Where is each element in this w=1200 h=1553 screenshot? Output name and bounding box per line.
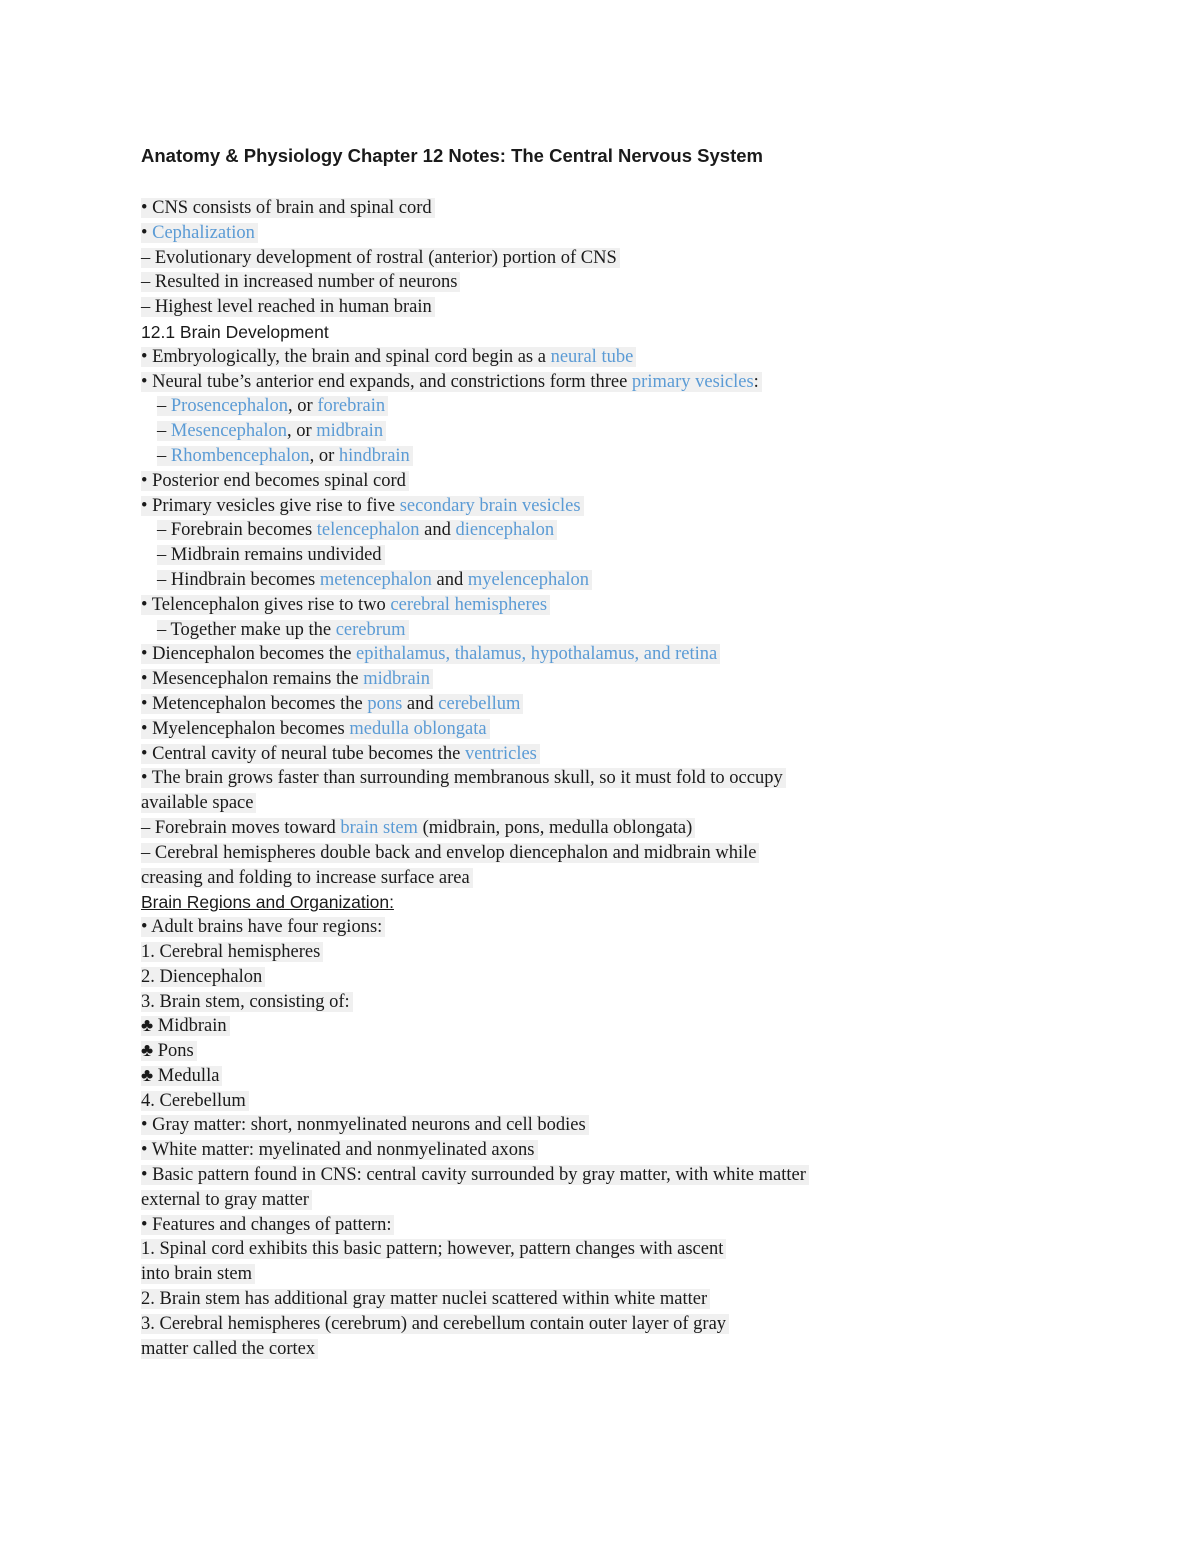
line-text bbox=[141, 223, 258, 243]
note-line bbox=[141, 518, 941, 543]
line-text bbox=[141, 471, 409, 491]
note-line bbox=[141, 1089, 941, 1114]
note-line bbox=[141, 1039, 941, 1064]
text-segment: • Central cavity of neural tube becomes the bbox=[141, 743, 465, 764]
line-text bbox=[141, 1215, 394, 1235]
text-segment: – Cerebral hemispheres double back and envelop diencephalon and midbrain while bbox=[141, 842, 757, 863]
text-segment: • Features and changes of pattern: bbox=[141, 1214, 392, 1235]
key-term: diencephalon bbox=[455, 520, 555, 541]
text-segment: matter called the cortex bbox=[141, 1338, 316, 1359]
note-line bbox=[141, 1262, 941, 1287]
key-term: Cephalization bbox=[152, 222, 255, 243]
text-segment: – Highest level reached in human brain bbox=[141, 297, 432, 318]
line-text bbox=[141, 669, 433, 689]
text-segment: • CNS consists of brain and spinal cord bbox=[141, 198, 432, 218]
note-line bbox=[141, 940, 941, 965]
key-term: epithalamus, thalamus, hypothalamus, and retina bbox=[356, 644, 718, 665]
note-line bbox=[141, 1213, 941, 1238]
text-segment: – bbox=[157, 421, 171, 442]
note-line bbox=[141, 1188, 941, 1213]
note-line bbox=[141, 692, 941, 717]
line-text bbox=[157, 620, 409, 640]
key-term: primary vesicles bbox=[631, 371, 754, 392]
line-text bbox=[141, 248, 620, 268]
text-segment: 1. Spinal cord exhibits this basic pattern; however, pattern changes with ascent bbox=[141, 1239, 724, 1260]
line-text bbox=[141, 198, 435, 218]
note-line bbox=[141, 270, 941, 295]
text-segment: • Adult brains have four regions: bbox=[141, 917, 383, 938]
note-line bbox=[141, 221, 941, 246]
line-text bbox=[141, 297, 435, 317]
note-line bbox=[141, 494, 941, 519]
key-term: midbrain bbox=[316, 421, 384, 442]
line-text bbox=[141, 1115, 589, 1135]
key-term: telencephalon bbox=[316, 520, 420, 541]
text-segment: • Diencephalon becomes the bbox=[141, 644, 357, 665]
line-text bbox=[157, 520, 557, 540]
text-segment: available space bbox=[141, 793, 254, 814]
note-line bbox=[141, 791, 941, 816]
text-segment: 3. Cerebral hemispheres (cerebrum) and cerebellum contain outer layer of gray bbox=[141, 1313, 727, 1334]
text-segment: – Forebrain becomes bbox=[157, 520, 317, 541]
text-segment: 4. Cerebellum bbox=[141, 1090, 246, 1111]
line-text bbox=[141, 496, 584, 516]
key-term: medulla oblongata bbox=[349, 718, 487, 739]
section-heading bbox=[141, 890, 941, 915]
document-title: Anatomy & Physiology Chapter 12 Notes: The Central Nervous System bbox=[141, 145, 763, 166]
line-text bbox=[157, 570, 592, 590]
key-term: neural tube bbox=[550, 346, 634, 367]
note-line bbox=[141, 370, 941, 395]
note-line bbox=[141, 246, 941, 271]
key-term: myelencephalon bbox=[467, 569, 590, 590]
key-term: midbrain bbox=[363, 669, 431, 690]
note-line bbox=[141, 568, 941, 593]
note-line bbox=[141, 667, 941, 692]
spacer bbox=[141, 169, 941, 196]
line-text bbox=[141, 1016, 230, 1036]
notes-body bbox=[141, 196, 941, 1361]
text-segment: into brain stem bbox=[141, 1264, 252, 1285]
note-line bbox=[141, 295, 941, 320]
text-segment: 2. Brain stem has additional gray matter nuclei scattered within white matter bbox=[141, 1289, 708, 1310]
key-term: pons bbox=[367, 693, 403, 714]
note-line bbox=[141, 618, 941, 643]
document-page bbox=[141, 143, 941, 1361]
text-segment: • Primary vesicles give rise to five bbox=[141, 495, 400, 516]
note-line bbox=[141, 816, 941, 841]
line-text bbox=[141, 1190, 312, 1210]
key-term: Prosencephalon bbox=[170, 396, 289, 417]
line-text bbox=[141, 1339, 318, 1359]
text-segment: 3. Brain stem, consisting of: bbox=[141, 991, 350, 1012]
note-line bbox=[141, 1138, 941, 1163]
text-segment: • Basic pattern found in CNS: central cavity surrounded by gray matter, with white matter bbox=[141, 1165, 806, 1186]
text-segment: • Embryologically, the brain and spinal cord begin as a bbox=[141, 346, 551, 367]
line-text bbox=[141, 992, 353, 1012]
line-text bbox=[141, 1066, 222, 1086]
line-text bbox=[141, 868, 473, 888]
text-segment: – Evolutionary development of rostral (anterior) portion of CNS bbox=[141, 247, 617, 268]
note-line bbox=[141, 642, 941, 667]
line-text bbox=[141, 818, 695, 838]
line-text bbox=[141, 719, 490, 739]
text-segment: Brain Regions and Organization: bbox=[141, 892, 394, 913]
note-line bbox=[141, 742, 941, 767]
note-line bbox=[141, 990, 941, 1015]
text-segment: – Forebrain moves toward bbox=[141, 817, 341, 838]
note-line bbox=[141, 1163, 941, 1188]
note-line bbox=[141, 866, 941, 891]
line-text bbox=[141, 768, 786, 788]
note-line bbox=[141, 1237, 941, 1262]
text-segment: ♣ Medulla bbox=[141, 1065, 220, 1086]
text-segment: • Metencephalon becomes the bbox=[141, 693, 368, 714]
text-segment: creasing and folding to increase surface area bbox=[141, 867, 470, 888]
key-term: forebrain bbox=[317, 396, 386, 417]
note-line bbox=[141, 1014, 941, 1039]
text-segment: and bbox=[402, 693, 439, 714]
text-segment: ♣ Midbrain bbox=[141, 1016, 227, 1037]
text-segment: – bbox=[157, 445, 171, 466]
note-line bbox=[141, 1312, 941, 1337]
text-segment: : bbox=[753, 371, 759, 392]
line-text bbox=[141, 1091, 249, 1111]
text-segment: external to gray matter bbox=[141, 1189, 309, 1210]
key-term: ventricles bbox=[464, 743, 537, 764]
text-segment: and bbox=[431, 569, 468, 590]
line-text bbox=[141, 372, 762, 392]
text-segment: 2. Diencephalon bbox=[141, 966, 263, 987]
text-segment: , or bbox=[288, 396, 318, 417]
key-term: cerebral hemispheres bbox=[390, 594, 548, 615]
line-text bbox=[141, 595, 550, 615]
text-segment: – Midbrain remains undivided bbox=[157, 545, 382, 566]
note-line bbox=[141, 593, 941, 618]
text-segment: • Posterior end becomes spinal cord bbox=[141, 470, 406, 491]
line-text bbox=[141, 1140, 538, 1160]
line-text bbox=[141, 1289, 710, 1309]
text-segment: 1. Cerebral hemispheres bbox=[141, 941, 321, 962]
key-term: brain stem bbox=[340, 817, 418, 838]
note-line bbox=[141, 196, 941, 221]
line-text bbox=[141, 892, 397, 912]
note-line bbox=[141, 543, 941, 568]
text-segment: • Gray matter: short, nonmyelinated neurons and cell bodies bbox=[141, 1115, 586, 1136]
note-line bbox=[141, 717, 941, 742]
text-segment: • Telencephalon gives rise to two bbox=[141, 594, 391, 615]
key-term: cerebrum bbox=[335, 619, 406, 640]
line-text bbox=[141, 793, 256, 813]
note-line bbox=[141, 1287, 941, 1312]
key-term: metencephalon bbox=[319, 569, 432, 590]
line-text bbox=[141, 744, 540, 764]
line-text bbox=[141, 694, 523, 714]
line-text bbox=[141, 1041, 197, 1061]
key-term: secondary brain vesicles bbox=[399, 495, 581, 516]
line-text bbox=[157, 446, 413, 466]
text-segment: • White matter: myelinated and nonmyelinated axons bbox=[141, 1140, 535, 1161]
note-line bbox=[141, 1113, 941, 1138]
text-segment: (midbrain, pons, medulla oblongata) bbox=[417, 817, 693, 838]
note-line bbox=[141, 345, 941, 370]
section-heading bbox=[141, 320, 941, 345]
text-segment: and bbox=[419, 520, 456, 541]
text-segment: – Together make up the bbox=[157, 619, 336, 640]
note-line bbox=[141, 915, 941, 940]
line-text bbox=[141, 843, 759, 863]
text-segment: , or bbox=[286, 421, 317, 442]
note-line bbox=[141, 419, 941, 444]
line-text bbox=[141, 644, 720, 664]
note-line bbox=[141, 1337, 941, 1362]
note-line bbox=[141, 841, 941, 866]
key-term: Mesencephalon bbox=[170, 421, 287, 442]
key-term: cerebellum bbox=[438, 693, 521, 714]
note-line bbox=[141, 965, 941, 990]
text-segment: • Myelencephalon becomes bbox=[141, 718, 350, 739]
text-segment: • bbox=[141, 222, 153, 243]
text-segment: – Hindbrain becomes bbox=[157, 569, 320, 590]
line-text bbox=[141, 272, 460, 292]
line-text bbox=[157, 421, 386, 441]
line-text bbox=[141, 1264, 255, 1284]
note-line bbox=[141, 469, 941, 494]
line-text bbox=[141, 322, 332, 342]
line-text bbox=[141, 1239, 726, 1259]
text-segment: ♣ Pons bbox=[141, 1041, 194, 1062]
note-line bbox=[141, 394, 941, 419]
note-line bbox=[141, 1064, 941, 1089]
text-segment: – Resulted in increased number of neurons bbox=[141, 272, 458, 293]
text-segment: , or bbox=[309, 445, 339, 466]
text-segment: 12.1 Brain Development bbox=[141, 321, 329, 342]
line-text bbox=[141, 347, 636, 367]
text-segment: • Mesencephalon remains the bbox=[141, 669, 364, 690]
line-text bbox=[157, 545, 385, 565]
line-text bbox=[141, 917, 385, 937]
line-text bbox=[141, 967, 265, 987]
text-segment: • Neural tube’s anterior end expands, and constrictions form three bbox=[141, 371, 632, 392]
key-term: hindbrain bbox=[338, 445, 410, 466]
text-segment: • The brain grows faster than surrounding membranous skull, so it must fold to occupy bbox=[141, 768, 783, 789]
note-line bbox=[141, 766, 941, 791]
note-line bbox=[141, 444, 941, 469]
line-text bbox=[141, 1165, 809, 1185]
line-text bbox=[141, 1314, 729, 1334]
line-text bbox=[157, 396, 388, 416]
line-text bbox=[141, 942, 323, 962]
text-segment: – bbox=[157, 396, 171, 417]
key-term: Rhombencephalon bbox=[170, 445, 310, 466]
